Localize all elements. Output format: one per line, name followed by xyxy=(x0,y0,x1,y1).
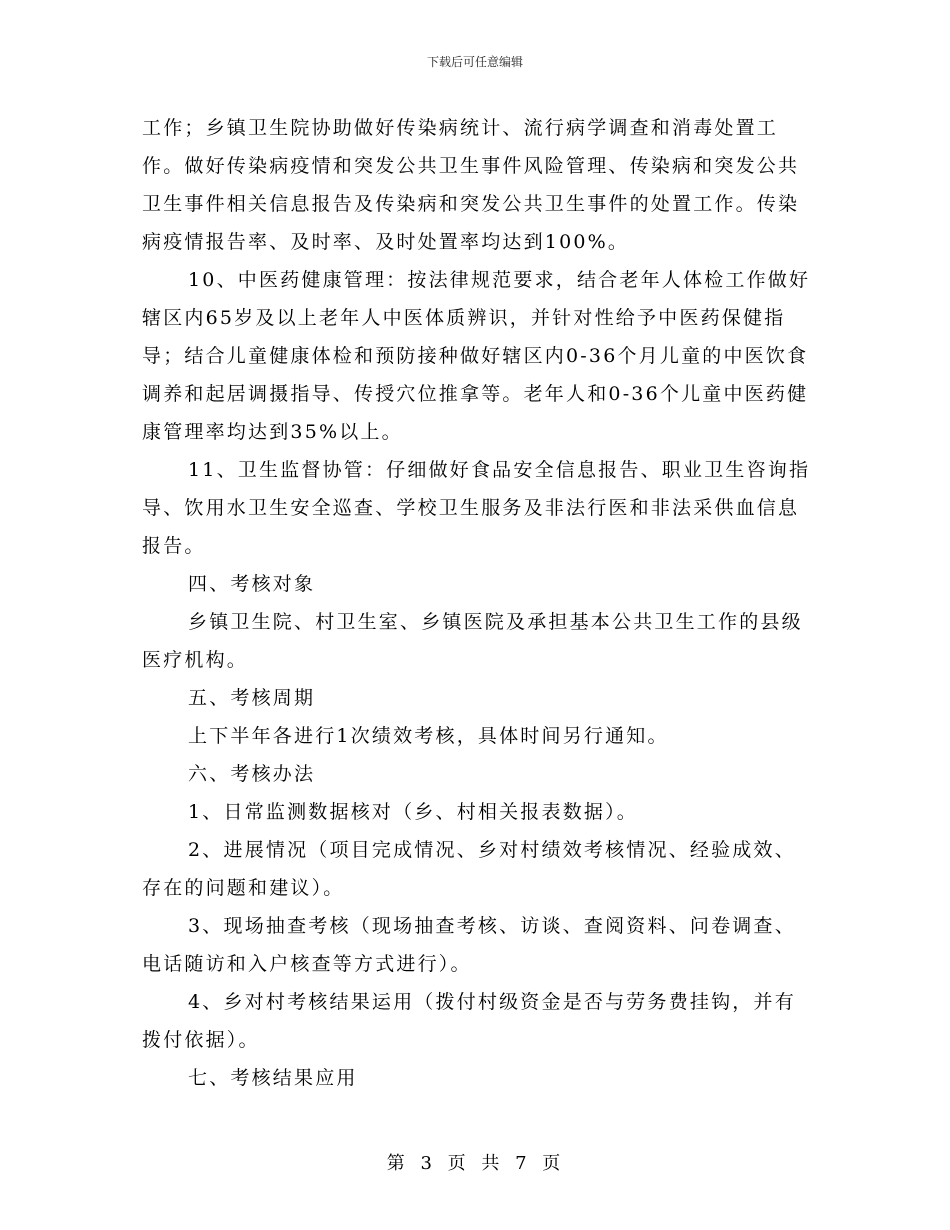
paragraph-continuation: 工作；乡镇卫生院协助做好传染病统计、流行病学调查和消毒处置工作。做好传染病疫情和突发公共卫生事件风险管理、传染病和突发公共卫生事件相关信息报告及传染病和突发公共卫生事件的处置工作。传染病疫情报告率、及时率、及时处置率均达到100%。 xyxy=(142,117,800,253)
section-heading-5: 五、考核周期 xyxy=(188,687,316,709)
page-header-note: 下载后可任意编辑 xyxy=(426,55,523,69)
document-body xyxy=(142,109,814,1097)
section-heading-6: 六、考核办法 xyxy=(188,763,316,785)
section-heading-7: 七、考核结果应用 xyxy=(188,1067,358,1089)
page-number-footer: 第 3 页 共 7 页 xyxy=(386,1153,564,1174)
section-heading-4: 四、考核对象 xyxy=(188,573,316,595)
paragraph-method-4: 4、乡对村考核结果运用（拨付村级资金是否与劳务费挂钩，并有拨付依据）。 xyxy=(142,991,796,1051)
paragraph-method-1: 1、日常监测数据核对（乡、村相关报表数据）。 xyxy=(188,801,638,823)
paragraph-assessment-period: 上下半年各进行1次绩效考核，具体时间另行通知。 xyxy=(188,725,669,747)
paragraph-item-10: 10、中医药健康管理：按法律规范要求，结合老年人体检工作做好辖区内65岁及以上老年人中医体质辨识，并针对性给予中医药保健指导；结合儿童健康体检和预防接种做好辖区内0-36个月儿童的中医饮食调养和起居调摄指导、传授穴位推拿等。老年人和0-36个儿童中医药健康管理率均达到35%以上。 xyxy=(142,269,811,443)
paragraph-method-2: 2、进展情况（项目完成情况、乡对村绩效考核情况、经验成效、存在的问题和建议）。 xyxy=(142,839,796,899)
paragraph-item-11: 11、卫生监督协管：仔细做好食品安全信息报告、职业卫生咨询指导、饮用水卫生安全巡查、学校卫生服务及非法行医和非法采供血信息报告。 xyxy=(142,459,811,557)
paragraph-assessment-targets: 乡镇卫生院、村卫生室、乡镇医院及承担基本公共卫生工作的县级医疗机构。 xyxy=(142,611,803,671)
paragraph-method-3: 3、现场抽查考核（现场抽查考核、访谈、查阅资料、问卷调查、电话随访和入户核查等方式进行）。 xyxy=(142,915,796,975)
